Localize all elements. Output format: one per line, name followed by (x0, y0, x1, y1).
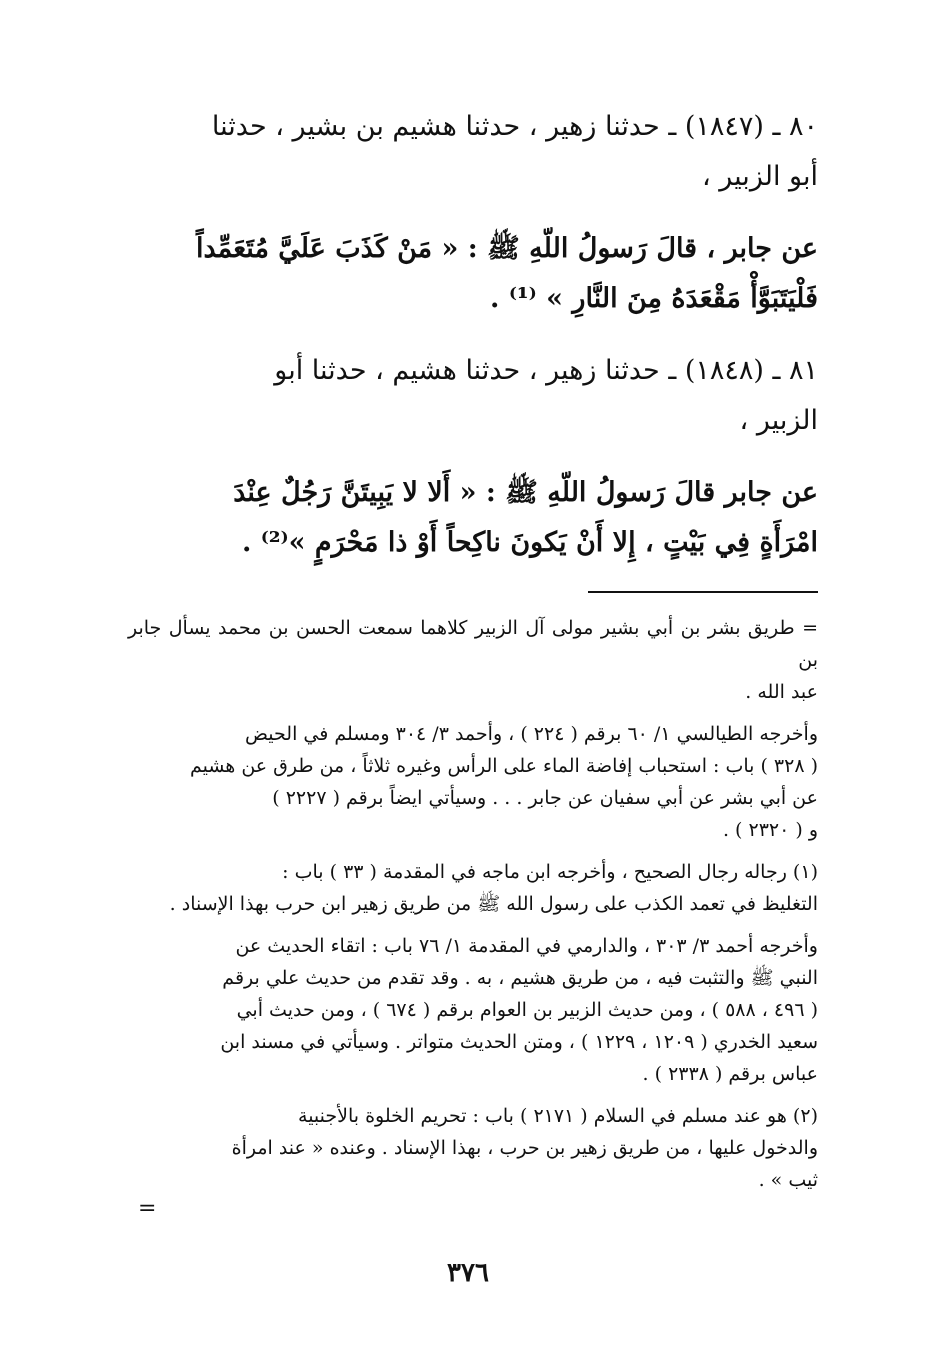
footnote-1-line: سعيد الخدري ( ١٢٠٩ ، ١٢٢٩ ) ، ومتن الحديث متواتر . وسيأتي في مسند ابن (220, 1031, 818, 1053)
footnote-2-line: ثيب » . (758, 1169, 818, 1191)
continued-note-line: ( ٣٢٨ ) باب : استحباب إفاضة الماء على الرأس وغيره ثلاثاً ، من طرق عن هشيم (189, 755, 818, 777)
hadith-81-matn-line-2: امْرَأَةٍ فِي بَيْتٍ ، إِلا أَنْ يَكونَ ناكِحاً أَوْ ذا مَحْرَمٍ »⁽²⁾ . (241, 527, 818, 558)
hadith-80-matn-line-2: فَلْيَتَبَوَّأْ مَقْعَدَهُ مِنَ النَّارِ » ⁽¹⁾ . (490, 283, 818, 314)
hadith-80-isnad-line-1: ٨٠ ـ (١٨٤٧) ـ حدثنا زهير ، حدثنا هشيم بن بشير ، حدثنا (211, 111, 818, 142)
footnotes (128, 612, 818, 1196)
continued-note-line: و ( ٢٣٢٠ ) . (722, 819, 818, 841)
footnote-separator (588, 591, 818, 593)
continued-note-line: = طريق بشر بن أبي بشير مولى آل الزبير كلاهما سمعت الحسن بن محمد يسأل جابر بن (128, 617, 818, 671)
footnote-1-line: ( ٤٩٦ ، ٥٨٨ ) ، ومن حديث الزبير بن العوام برقم ( ٦٧٤ ) ، ومن حديث أبي (236, 999, 818, 1021)
page-number: ٣٧٦ (447, 1258, 489, 1288)
footnote-1-line: وأخرجه أحمد ٣/ ٣٠٣ ، والدارمي في المقدمة ١/ ٧٦ باب : اتقاء الحديث عن (235, 935, 818, 957)
continued-note-line: عبد الله . (745, 681, 818, 703)
footnote-1-line: النبي ﷺ والتثبت فيه ، من طريق هشيم ، به . وقد تقدم من حديث علي برقم (222, 967, 818, 989)
footnote-2-line: والدخول عليها ، من طريق زهير بن حرب ، بهذا الإسناد . وعنده « عند امرأة (231, 1137, 818, 1159)
footnote-2-line: (٢) هو عند مسلم في السلام ( ٢١٧١ ) باب : تحريم الخلوة بالأجنبية (298, 1105, 818, 1127)
footnote-1-line: (١) رجاله رجال الصحيح ، وأخرجه ابن ماجه في المقدمة ( ٣٣ ) باب : (282, 861, 818, 883)
continued-note-line: عن أبي بشر عن أبي سفيان عن جابر . . . وسيأتي ايضاً برقم ( ٢٢٢٧ ) (272, 787, 818, 809)
hadith-81-isnad-line-1: ٨١ ـ (١٨٤٨) ـ حدثنا زهير ، حدثنا هشيم ، حدثنا أبو (274, 355, 818, 386)
hadith-80-isnad-line-2: أبو الزبير ، (701, 161, 818, 192)
footnote-1-line: التغليظ في تعمد الكذب على رسول الله ﷺ من طريق زهير ابن حرب بهذا الإسناد . (169, 893, 818, 915)
hadith-81-matn-line-1: عن جابر قالَ رَسولُ اللّهِ ﷺ : « أَلا لا يَبِيتَنَّ رَجُلٌ عِنْدَ (233, 477, 818, 508)
footnote-1-line: عباس برقم ( ٢٣٣٨ ) . (642, 1063, 818, 1085)
hadith-81-isnad-line-2: الزبير ، (739, 405, 818, 436)
continuation-mark: = (138, 1196, 157, 1221)
main-text (128, 102, 818, 568)
hadith-80-matn-line-1: عن جابر ، قالَ رَسولُ اللّهِ ﷺ : « مَنْ كَذَبَ عَلَيَّ مُتَعَمِّداً (195, 233, 818, 264)
continued-note-line: وأخرجه الطيالسي ١/ ٦٠ برقم ( ٢٢٤ ) ، وأحمد ٣/ ٣٠٤ ومسلم في الحيض (245, 723, 818, 745)
